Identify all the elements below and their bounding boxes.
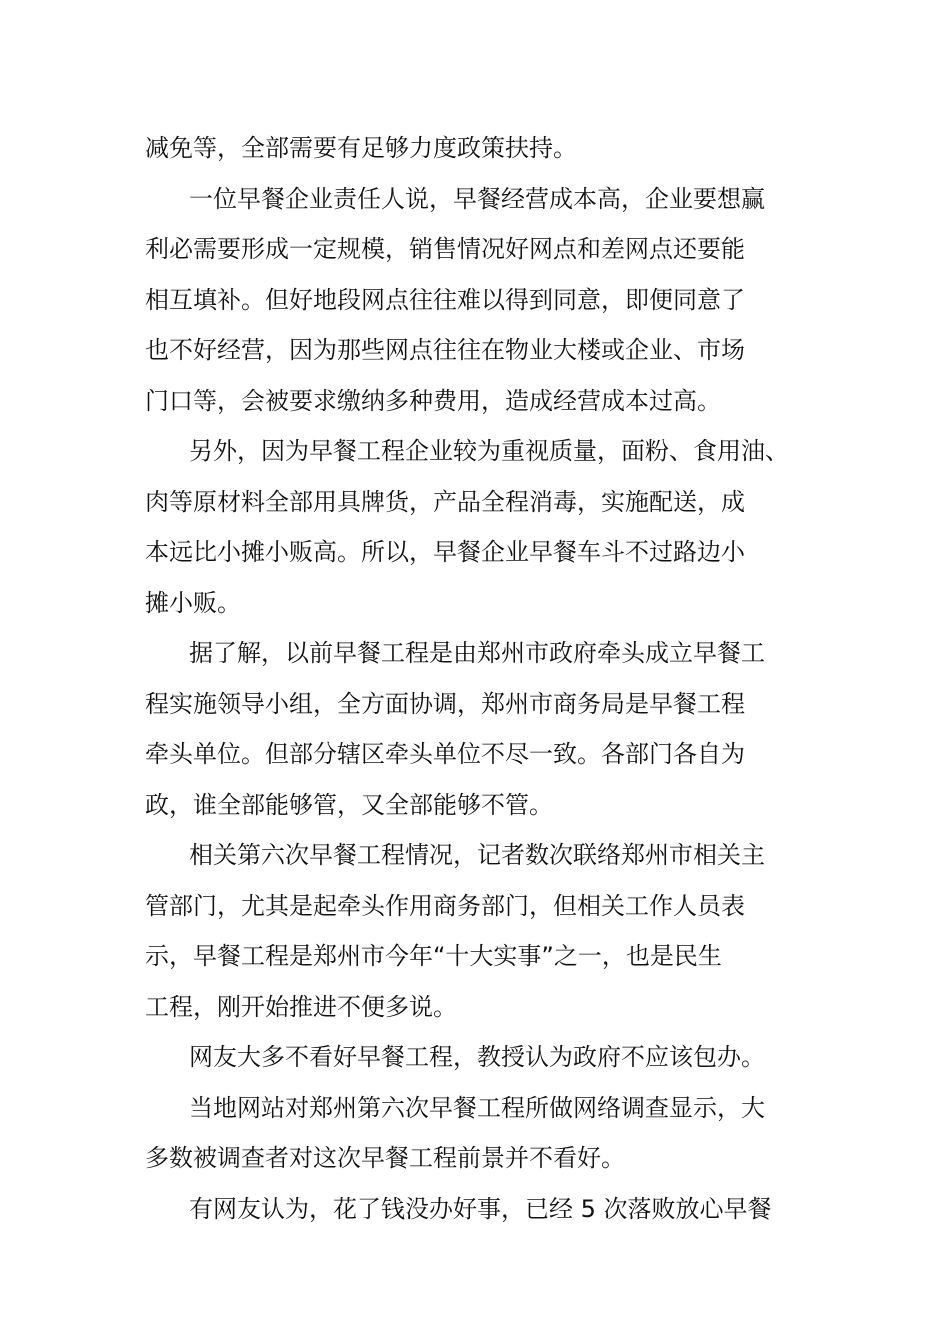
text-line: 门口等，会被要求缴纳多种费用，造成经营成本过高。 [145, 386, 721, 415]
text-line: 有网友认为，花了钱没办好事，已经 5 次落败放心早餐 [189, 1194, 772, 1223]
text-line: 也不好经营，因为那些网点往往在物业大楼或企业、市场 [145, 336, 745, 364]
text-line: 相互填补。但好地段网点往往难以得到同意，即便同意了 [145, 285, 745, 314]
text-line: 据了解，以前早餐工程是由郑州市政府牵头成立早餐工 [189, 639, 765, 667]
text-line: 牵头单位。但部分辖区牵头单位不尽一致。各部门各自为 [145, 740, 745, 768]
text-line: 本远比小摊小贩高。所以，早餐企业早餐车斗不过路边小 [145, 538, 745, 566]
text-line: 网友大多不看好早餐工程，教授认为政府不应该包办。 [189, 1043, 765, 1071]
text-line: 多数被调查者对这次早餐工程前景并不看好。 [145, 1144, 625, 1172]
text-line: 管部门，尤其是起牵头作用商务部门，但相关工作人员表 [145, 891, 745, 920]
text-line: 程实施领导小组，全方面协调，郑州市商务局是早餐工程 [145, 689, 745, 718]
text-line: 示，早餐工程是郑州市今年“十大实事”之一，也是民生 [145, 942, 722, 970]
text-line: 工程，刚开始推进不便多说。 [145, 992, 457, 1021]
text-line: 另外，因为早餐工程企业较为重视质量，面粉、食用油、 [189, 437, 789, 465]
text-line: 肉等原材料全部用具牌货，产品全程消毒，实施配送，成 [145, 487, 745, 516]
text-line: 一位早餐企业责任人说，早餐经营成本高，企业要想赢 [189, 184, 765, 213]
text-line: 政，谁全部能够管，又全部能够不管。 [145, 790, 553, 819]
text-line: 摊小贩。 [145, 588, 241, 617]
text-line: 当地网站对郑州第六次早餐工程所做网络调查显示，大 [189, 1093, 765, 1122]
text-line: 相关第六次早餐工程情况，记者数次联络郑州市相关主 [189, 841, 765, 869]
body-text [145, 123, 835, 1234]
text-line: 利必需要形成一定规模，销售情况好网点和差网点还要能 [145, 235, 745, 263]
text-line: 减免等，全部需要有足够力度政策扶持。 [145, 134, 577, 162]
